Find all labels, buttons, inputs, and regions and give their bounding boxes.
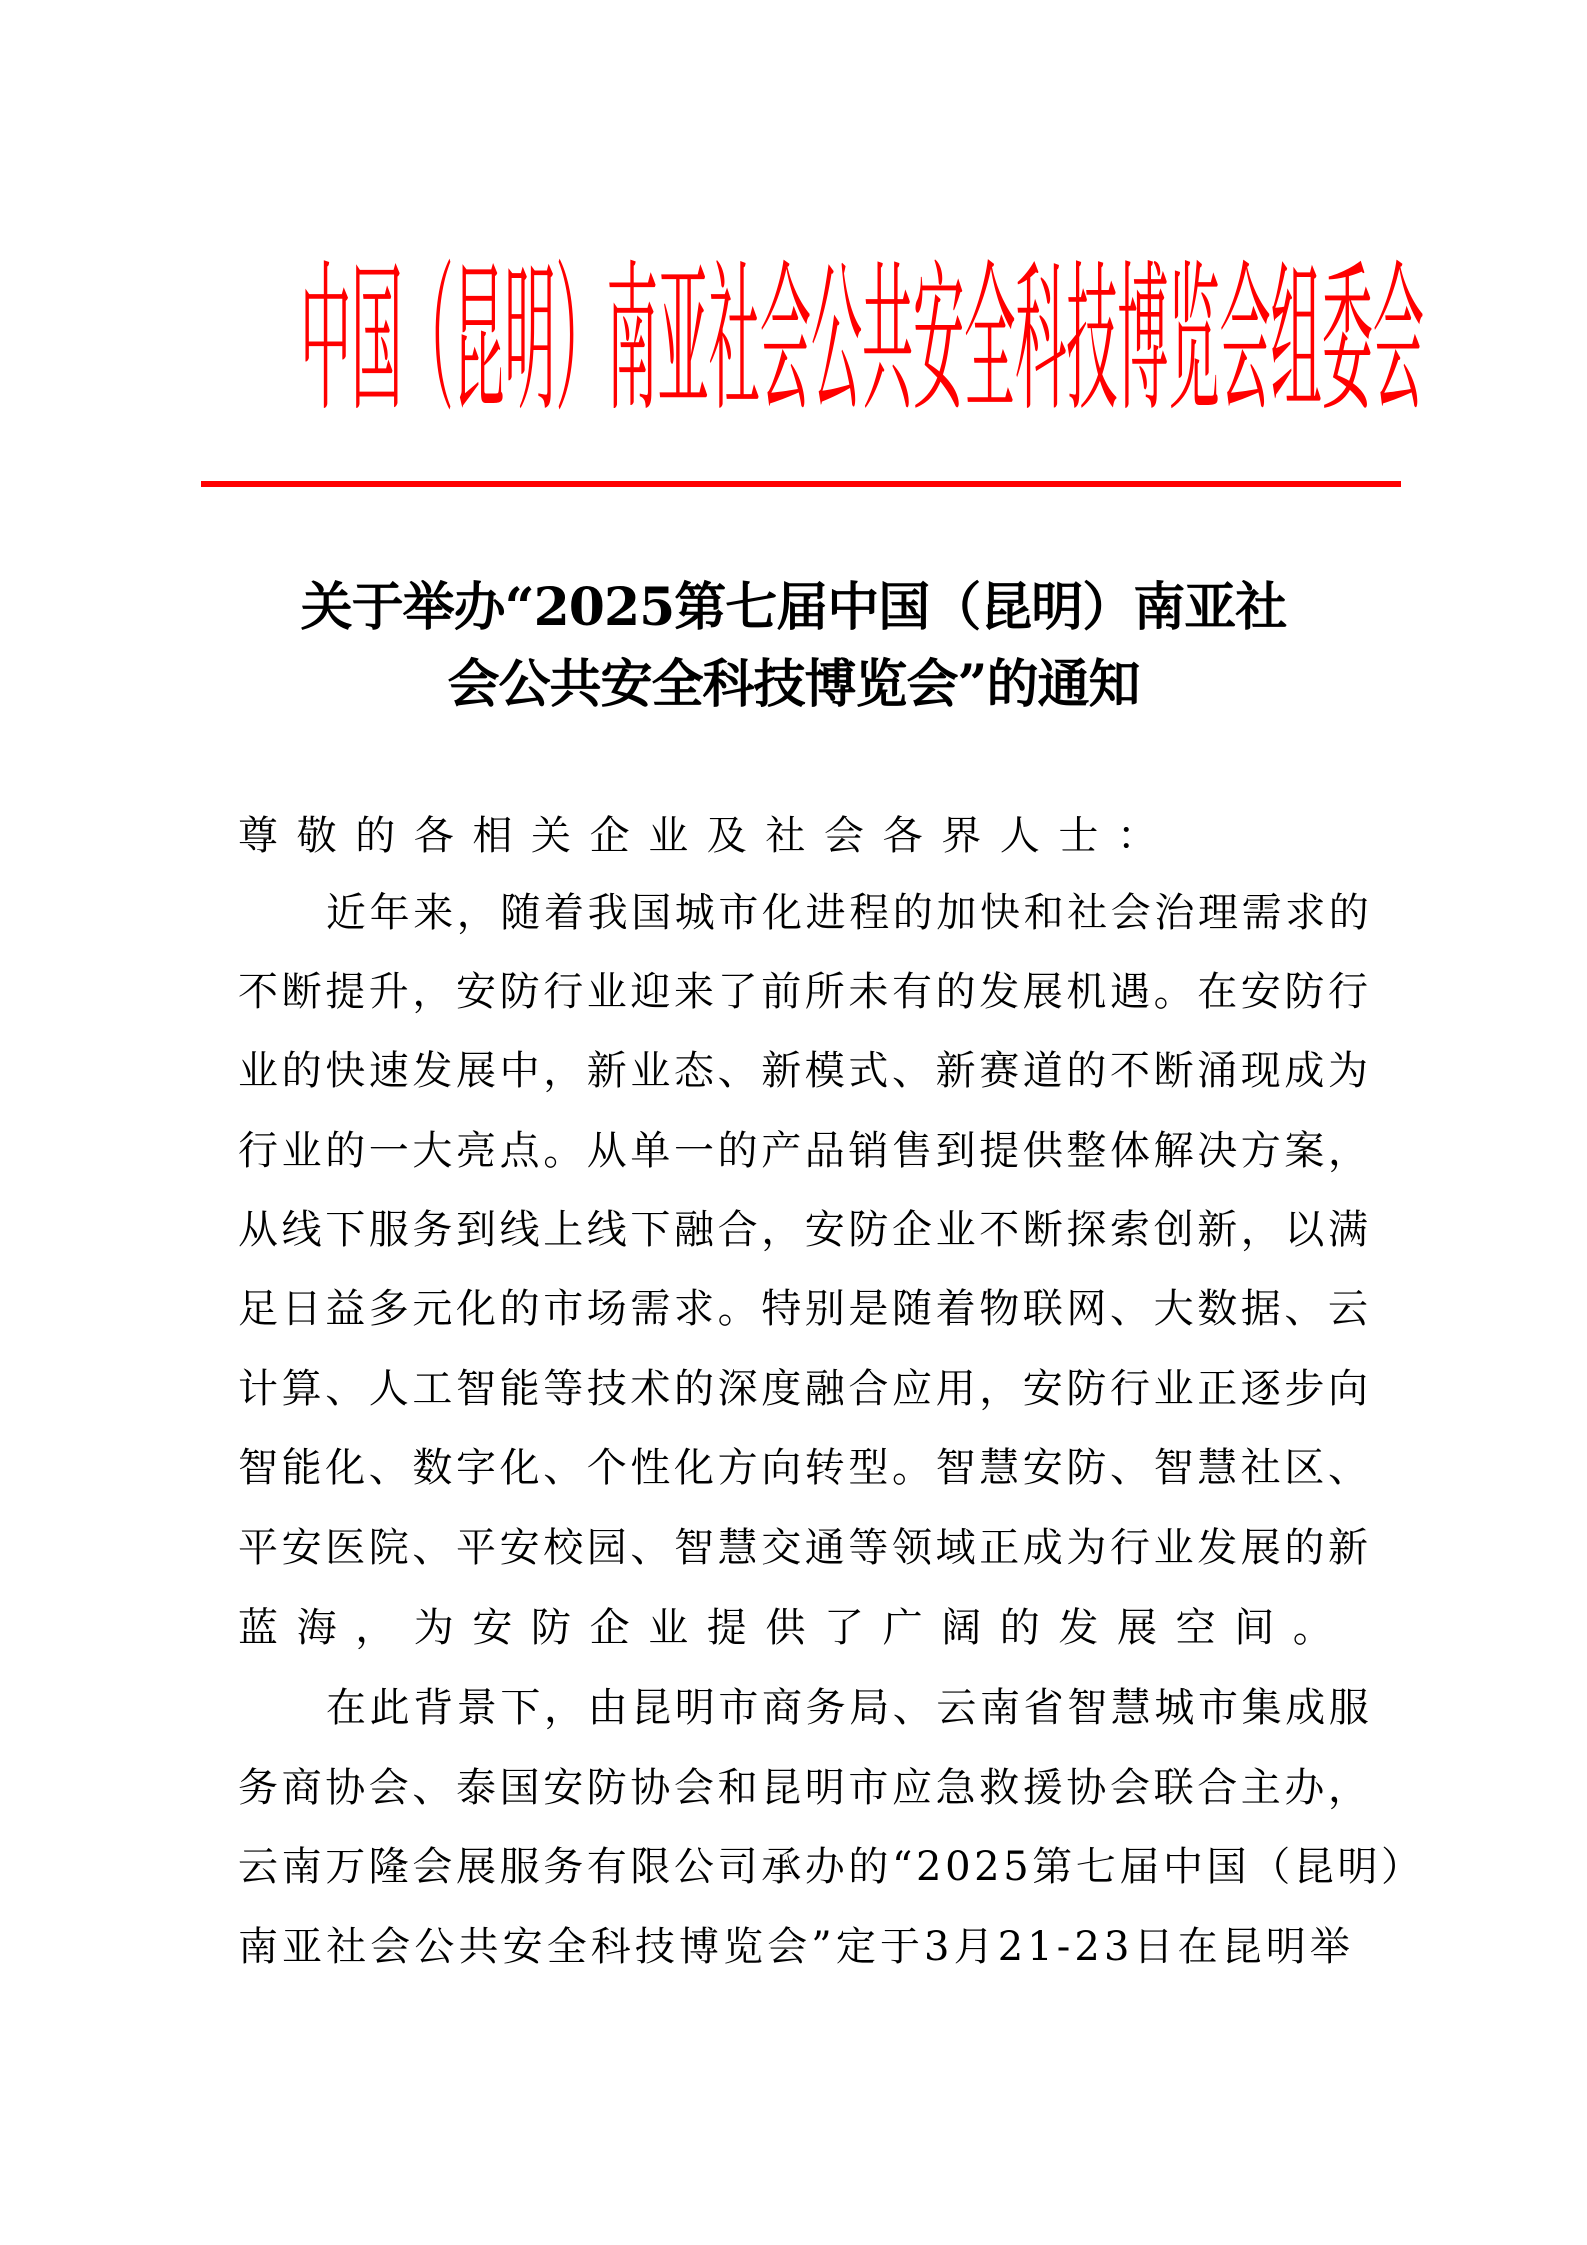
paragraph-1-line: 足日益多元化的市场需求。特别是随着物联网、大数据、云	[238, 1286, 1372, 1332]
letterhead-char: 会	[1219, 249, 1271, 436]
letterhead-char: 览	[1168, 249, 1220, 436]
letterhead-char: 昆	[453, 249, 505, 436]
paragraph-1-line: 业的快速发展中，新业态、新模式、新赛道的不断涌现成为	[238, 1048, 1372, 1094]
paragraph-1-line: 计算、人工智能等技术的深度融合应用，安防行业正逐步向	[238, 1366, 1372, 1412]
letterhead-char: 安	[912, 249, 965, 436]
letterhead-char: 会	[759, 249, 812, 436]
paragraph-1-line: 智能化、数字化、个性化方向转型。智慧安防、智慧社区、	[238, 1445, 1372, 1491]
paragraph-2-line: 在此背景下，由昆明市商务局、云南省智慧城市集成服	[326, 1685, 1373, 1731]
paragraph-2-line: 南亚社会公共安全科技博览会”定于3月21-23日在昆明举	[238, 1924, 1355, 1970]
paragraph-2-line: 云南万隆会展服务有限公司承办的“2025第七届中国（昆明）	[238, 1844, 1425, 1890]
letterhead-char: （	[402, 249, 454, 436]
letterhead	[300, 249, 1425, 438]
letterhead-char: 全	[964, 249, 1016, 436]
paragraph-2-line: 务商协会、泰国安防协会和昆明市应急救援协会联合主办，	[238, 1765, 1372, 1811]
letterhead-char: 组	[1270, 249, 1322, 436]
salutation: 尊敬的各相关企业及社会各界人士：	[238, 813, 1176, 859]
letterhead-char: 共	[861, 249, 914, 436]
letterhead-char: 委	[1321, 249, 1374, 436]
paragraph-1-line: 蓝海，为安防企业提供了广阔的发展空间。	[238, 1605, 1352, 1651]
letterhead-char: 博	[1117, 249, 1169, 436]
letterhead-char: 国	[351, 249, 403, 436]
letterhead-char: ）	[555, 249, 607, 436]
letterhead-char: 亚	[657, 249, 710, 436]
letterhead-char: 社	[708, 249, 761, 436]
letterhead-red-divider	[201, 481, 1401, 487]
letterhead-char: 科	[1015, 249, 1067, 436]
letterhead-char: 明	[504, 249, 556, 436]
letterhead-organization-name	[300, 249, 1425, 436]
letterhead-char: 南	[606, 249, 658, 436]
letterhead-char: 公	[810, 249, 863, 436]
paragraph-1-line: 行业的一大亮点。从单一的产品销售到提供整体解决方案，	[238, 1128, 1372, 1174]
paragraph-1-line: 不断提升，安防行业迎来了前所未有的发展机遇。在安防行	[238, 969, 1372, 1015]
paragraph-1-line: 平安医院、平安校园、智慧交通等领域正成为行业发展的新	[238, 1525, 1372, 1571]
paragraph-1-line: 近年来，随着我国城市化进程的加快和社会治理需求的	[326, 890, 1373, 936]
letterhead-char: 技	[1066, 249, 1118, 436]
letterhead-char: 中	[300, 249, 352, 436]
notice-title-line-2: 会公共安全科技博览会”的通知	[447, 654, 1140, 715]
paragraph-1-line: 从线下服务到线上线下融合，安防企业不断探索创新，以满	[238, 1207, 1372, 1253]
notice-title-line-1: 关于举办“2025第七届中国（昆明）南亚社	[300, 577, 1287, 638]
letterhead-char: 会	[1372, 249, 1425, 436]
